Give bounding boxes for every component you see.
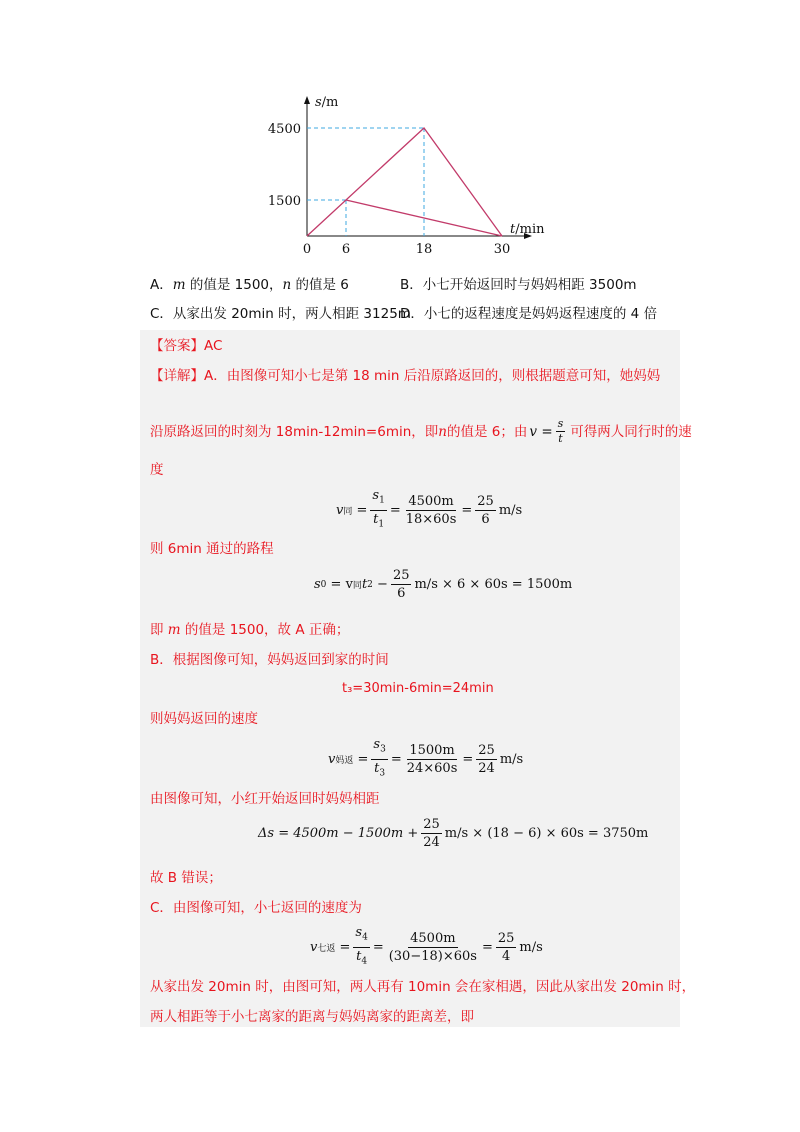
- eq1-sub: 同: [343, 506, 353, 517]
- distance-time-graph: [262, 82, 552, 262]
- eq4-rest: m/s × (18 − 6) × 60s = 3750m: [444, 826, 649, 841]
- line-6min: 则 6min 通过的路程: [150, 541, 274, 557]
- line-mom-speed: 则妈妈返回的速度: [150, 711, 258, 727]
- x-tick-label-2: 18: [415, 242, 433, 257]
- eq3-num3: 25: [478, 742, 495, 758]
- eq2-t-sub: 2: [367, 579, 373, 590]
- eq4-num: 25: [423, 817, 440, 832]
- eq5-den2: (30−18)×60s: [388, 948, 477, 964]
- option-a-n: n: [282, 277, 292, 293]
- eq5-unit: m/s: [519, 939, 543, 955]
- y-axis-label-var: s: [315, 95, 322, 110]
- line-m-a: 即: [150, 622, 168, 638]
- line-b-wrong: 故 B 错误；: [150, 870, 222, 886]
- x-tick-label-0: 0: [302, 242, 312, 257]
- eq2-mid-sub: 同: [352, 581, 362, 591]
- eq2-lhs: s: [314, 577, 321, 592]
- x-axis-label: [510, 222, 545, 237]
- y-tick-label-1: 1500: [267, 194, 301, 209]
- x-tick-label-3: 30: [493, 242, 511, 257]
- x-axis-label-var: t: [510, 222, 516, 237]
- eq3-unit: m/s: [499, 751, 524, 767]
- eq5-den1-sub: 4: [361, 956, 368, 967]
- formula-v-s-t: v = $\frac{s}{t}$: [529, 417, 564, 445]
- detail-2a: 沿原路返回的时刻为 18min-12min=6min，即: [150, 423, 439, 440]
- line-b1: B．根据图像可知，妈妈返回到家的时间: [150, 652, 389, 668]
- eq3-num2: 1500m: [409, 742, 455, 758]
- eq3-den1-sub: 3: [379, 768, 386, 779]
- equation-delta-s: [258, 817, 648, 850]
- eq4-den: 24: [423, 835, 440, 850]
- option-a-mid: 的值是 1500，: [185, 277, 283, 293]
- line-m-m: m: [167, 622, 181, 638]
- y-axis-arrow: [304, 96, 310, 104]
- line-distance: 由图像可知，小红开始返回时妈妈相距: [150, 791, 380, 807]
- option-b: B．小七开始返回时与妈妈相距 3500m: [400, 277, 637, 293]
- option-a-end: 的值是 6: [291, 277, 349, 293]
- eq1-num3: 25: [477, 493, 494, 509]
- eq2-t: t: [361, 577, 368, 592]
- y-axis-label-unit: /m: [321, 95, 339, 110]
- detail-2n: n: [438, 423, 447, 440]
- detail-line-1: 【详解】A．由图像可知小七是第 18 min 后沿原路返回的，则根据题意可知，她妈妈: [150, 368, 661, 384]
- detail-2c: 可得两人同行时的速: [570, 423, 692, 440]
- eq1-den2: 18×60s: [405, 511, 457, 527]
- eq5-num2: 4500m: [410, 930, 456, 946]
- detail-2b: 的值是 6；由: [447, 423, 528, 440]
- eq3-den2: 24×60s: [406, 760, 458, 776]
- line-m-value: [150, 621, 349, 639]
- option-a-prefix: A．: [150, 277, 173, 293]
- equation-v-together: v 同 = $\frac{s_1}{t_1}$ = $\frac{4500m}{18\times 60s}$ = $\frac{25}{6}$ m/s: [336, 488, 523, 530]
- eq3-num1-sub: 3: [380, 744, 386, 755]
- y-axis-label: [315, 95, 338, 110]
- eq3-num1: s: [373, 737, 381, 752]
- equation-v-xiaoqi-return: v 七返 = $\frac{s_4}{t_4}$ = $\frac{4500m}{(30-18)\times 60s}$ = $\frac{25}{4}$ m/s: [310, 925, 543, 967]
- y-tick-label-0: 4500: [267, 122, 301, 137]
- eq2-lhs-sub: 0: [320, 579, 327, 590]
- eq3-den1: t: [374, 760, 380, 776]
- eq1-den1: t: [373, 511, 379, 527]
- option-a: [150, 276, 349, 294]
- eq1-den1-sub: 1: [378, 519, 385, 530]
- option-d: D．小七的返程速度是妈妈返程速度的 4 倍: [400, 306, 658, 322]
- eq2-den: 6: [397, 586, 406, 601]
- option-a-m: m: [172, 277, 186, 293]
- answer-line: 【答案】AC: [150, 338, 223, 354]
- line-m-b: 的值是 1500，故 A 正确；: [180, 622, 350, 638]
- detail-line-2: [150, 418, 692, 445]
- eq2-mid: = v: [330, 577, 353, 592]
- eq5-lhs: v: [310, 939, 318, 955]
- eq2-num: 25: [392, 568, 410, 583]
- eq1-num1-sub: 1: [379, 495, 385, 506]
- equation-s0: s 0 = v 同 t 2 − $\frac{25}{6}$ m/s × 6 × 60s = 1500m: [314, 568, 573, 601]
- equation-v-mom-return: v 妈返 = $\frac{s_3}{t_3}$ = $\frac{1500m}{24\times 60s}$ = $\frac{25}{24}$ m/s: [328, 737, 524, 779]
- line-20min-b: 两人相距等于小七离家的距离与妈妈离家的距离差，即: [150, 1009, 474, 1025]
- eq2-rest: m/s × 6 × 60s = 1500m: [414, 577, 573, 592]
- x-tick-label-1: 6: [341, 242, 351, 257]
- option-c: C．从家出发 20min 时，两人相距 3125m: [150, 306, 411, 322]
- eq3-sub: 妈返: [335, 755, 354, 766]
- detail-line-3: 度: [150, 462, 164, 478]
- series-line-0: [307, 128, 502, 236]
- eq3-lhs: v: [328, 751, 336, 767]
- eq5-num1: s: [355, 925, 363, 940]
- eq1-num2: 4500m: [408, 493, 454, 509]
- eq4-lhs: Δs = 4500m − 1500m +: [258, 826, 419, 841]
- eq1-num1: s: [372, 488, 380, 503]
- line-c1: C．由图像可知，小七返回的速度为: [150, 900, 362, 916]
- eq5-den3: 4: [501, 948, 511, 964]
- eq5-sub: 七返: [317, 943, 336, 954]
- eq1-den3: 6: [481, 511, 490, 527]
- x-axis-label-unit: /min: [515, 222, 545, 237]
- eq5-den1: t: [356, 948, 362, 964]
- eq3-den3: 24: [478, 760, 495, 776]
- line-t3: t₃=30min-6min=24min: [342, 681, 494, 696]
- eq1-lhs: v: [336, 502, 344, 518]
- eq5-num3: 25: [497, 930, 515, 946]
- eq5-num1-sub: 4: [362, 932, 368, 943]
- line-20min-a: 从家出发 20min 时，由图可知，两人再有 10min 会在家相遇，因此从家出发 20min 时，: [150, 979, 696, 995]
- eq1-unit: m/s: [498, 502, 523, 518]
